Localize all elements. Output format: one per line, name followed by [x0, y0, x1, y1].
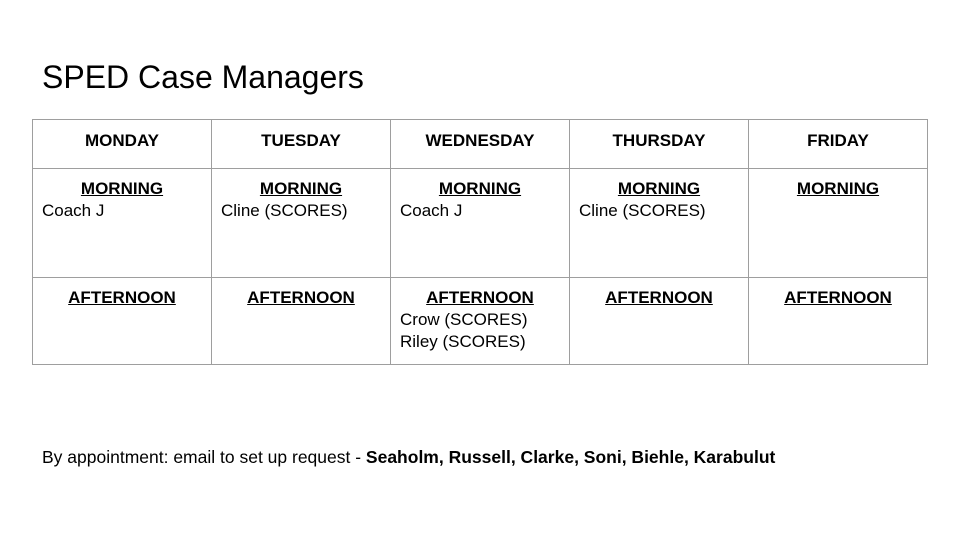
afternoon-heading: AFTERNOON [784, 288, 892, 307]
wednesday-afternoon-cell [391, 278, 570, 365]
thursday-afternoon-cell [570, 278, 749, 365]
day-header-tuesday: TUESDAY [212, 120, 391, 169]
appointment-note-text: By appointment: email to set up request - [42, 447, 366, 467]
morning-heading: MORNING [438, 179, 522, 198]
day-header-row [33, 120, 928, 169]
day-header-wednesday: WEDNESDAY [391, 120, 570, 169]
page-title: SPED Case Managers [42, 59, 364, 95]
friday-morning-cell [749, 169, 928, 278]
schedule-table [32, 119, 928, 365]
morning-heading: MORNING [796, 179, 880, 198]
morning-heading: MORNING [617, 179, 701, 198]
afternoon-heading: AFTERNOON [68, 288, 176, 307]
tuesday-morning-cell [212, 169, 391, 278]
wednesday-morning-cell [391, 169, 570, 278]
morning-heading: MORNING [259, 179, 343, 198]
case-manager-name: Cline (SCORES) [579, 201, 706, 220]
afternoon-heading: AFTERNOON [247, 288, 355, 307]
afternoon-heading: AFTERNOON [426, 288, 534, 307]
case-manager-name: Crow (SCORES) [400, 310, 528, 329]
case-manager-name: Riley (SCORES) [400, 332, 526, 351]
monday-morning-cell [33, 169, 212, 278]
day-header-monday: MONDAY [33, 120, 212, 169]
tuesday-afternoon-cell [212, 278, 391, 365]
morning-heading: MORNING [80, 179, 164, 198]
morning-row [33, 169, 928, 278]
case-manager-name: Coach J [42, 201, 105, 220]
case-manager-name: Coach J [400, 201, 463, 220]
day-header-thursday: THURSDAY [570, 120, 749, 169]
friday-afternoon-cell [749, 278, 928, 365]
day-header-friday: FRIDAY [749, 120, 928, 169]
afternoon-heading: AFTERNOON [605, 288, 713, 307]
case-manager-name: Cline (SCORES) [221, 201, 348, 220]
afternoon-row [33, 278, 928, 365]
monday-afternoon-cell [33, 278, 212, 365]
thursday-morning-cell [570, 169, 749, 278]
appointment-note [42, 446, 775, 468]
appointment-note-names: Seaholm, Russell, Clarke, Soni, Biehle, Karabulut [365, 447, 776, 467]
